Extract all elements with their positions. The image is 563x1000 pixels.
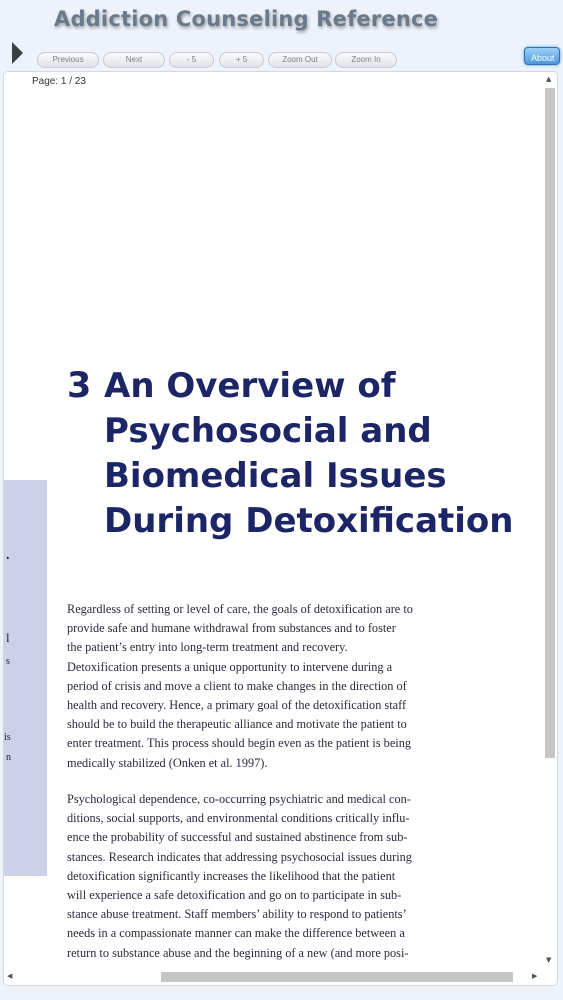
chapter-title-line: An Overview of	[104, 366, 396, 406]
previous-button[interactable]: Previous	[37, 52, 99, 68]
text-line: will experience a safe detoxification and go on to participate in sub-	[67, 888, 402, 903]
horizontal-scrollbar[interactable]	[4, 969, 542, 984]
body-paragraph-1	[67, 600, 515, 773]
arrow-down-icon[interactable]: ▼	[546, 956, 552, 964]
edge-text-fragment: s	[6, 656, 10, 667]
text-line: medically stabilized (Onken et al. 1997).	[67, 755, 268, 770]
text-line: Detoxification presents a unique opportunity to intervene during a	[67, 659, 393, 674]
edge-text-fragment: l	[6, 630, 10, 645]
vertical-scroll-thumb[interactable]	[545, 88, 555, 758]
text-line: provide safe and humane withdrawal from substances and to foster	[67, 621, 396, 636]
text-line: ence the probability of successful and sustained abstinence from sub-	[67, 830, 408, 845]
app-title: Addiction Counseling Reference	[54, 7, 439, 31]
chapter-title-line: Biomedical Issues	[104, 456, 447, 496]
text-line: stances. Research indicates that addressing psychosocial issues during	[67, 849, 412, 864]
text-line: return to substance abuse and the beginning of a new (and more posi-	[67, 945, 409, 960]
text-line: enter treatment. This process should begin even as the patient is being	[67, 736, 411, 751]
chapter-title	[104, 364, 544, 544]
document-viewer[interactable]	[3, 71, 558, 986]
vertical-scrollbar[interactable]	[542, 72, 557, 969]
edge-text-fragment: .	[6, 548, 10, 563]
arrow-right-icon[interactable]: ▶	[532, 972, 538, 980]
text-line: period of crisis and move a client to make changes in the direction of	[67, 678, 407, 693]
text-line: stance abuse treatment. Staff members’ ability to respond to patients’	[67, 907, 407, 922]
zoom-out-button[interactable]: Zoom Out	[268, 52, 332, 68]
text-line: should be to build the therapeutic alliance and motivate the patient to	[67, 717, 407, 732]
text-line: needs in a compassionate manner can make the difference between a	[67, 926, 405, 941]
chapter-title-line: Psychosocial and	[104, 411, 432, 451]
page-indicator: Page: 1 / 23	[32, 76, 86, 87]
text-line: the patient’s entry into long-term treatment and recovery.	[67, 640, 348, 655]
chapter-number: 3	[67, 366, 92, 406]
about-button[interactable]: About	[524, 47, 560, 65]
body-paragraph-2	[67, 790, 515, 963]
arrow-up-icon[interactable]: ▲	[546, 75, 552, 83]
arrow-left-icon[interactable]: ◀	[7, 972, 13, 980]
back-5-button[interactable]: - 5	[169, 52, 214, 68]
text-line: ditions, social supports, and environmental conditions critically influ-	[67, 811, 410, 826]
horizontal-scroll-thumb[interactable]	[161, 972, 513, 982]
text-line: Psychological dependence, co-occurring psychiatric and medical con-	[67, 792, 411, 806]
text-line: health and recovery. Hence, a primary goal of the detoxification staff	[67, 698, 407, 713]
next-button[interactable]: Next	[103, 52, 165, 68]
zoom-in-button[interactable]: Zoom In	[335, 52, 397, 68]
edge-text-fragment: is	[4, 732, 11, 743]
chapter-title-line: During Detoxification	[104, 501, 514, 541]
forward-5-button[interactable]: + 5	[219, 52, 264, 68]
play-triangle-icon[interactable]	[12, 42, 23, 64]
edge-text-fragment: n	[6, 752, 11, 763]
previous-page-edge	[4, 480, 47, 876]
text-line: detoxification significantly increases the likelihood that the patient	[67, 868, 396, 883]
text-line: Regardless of setting or level of care, the goals of detoxification are to	[67, 602, 413, 616]
